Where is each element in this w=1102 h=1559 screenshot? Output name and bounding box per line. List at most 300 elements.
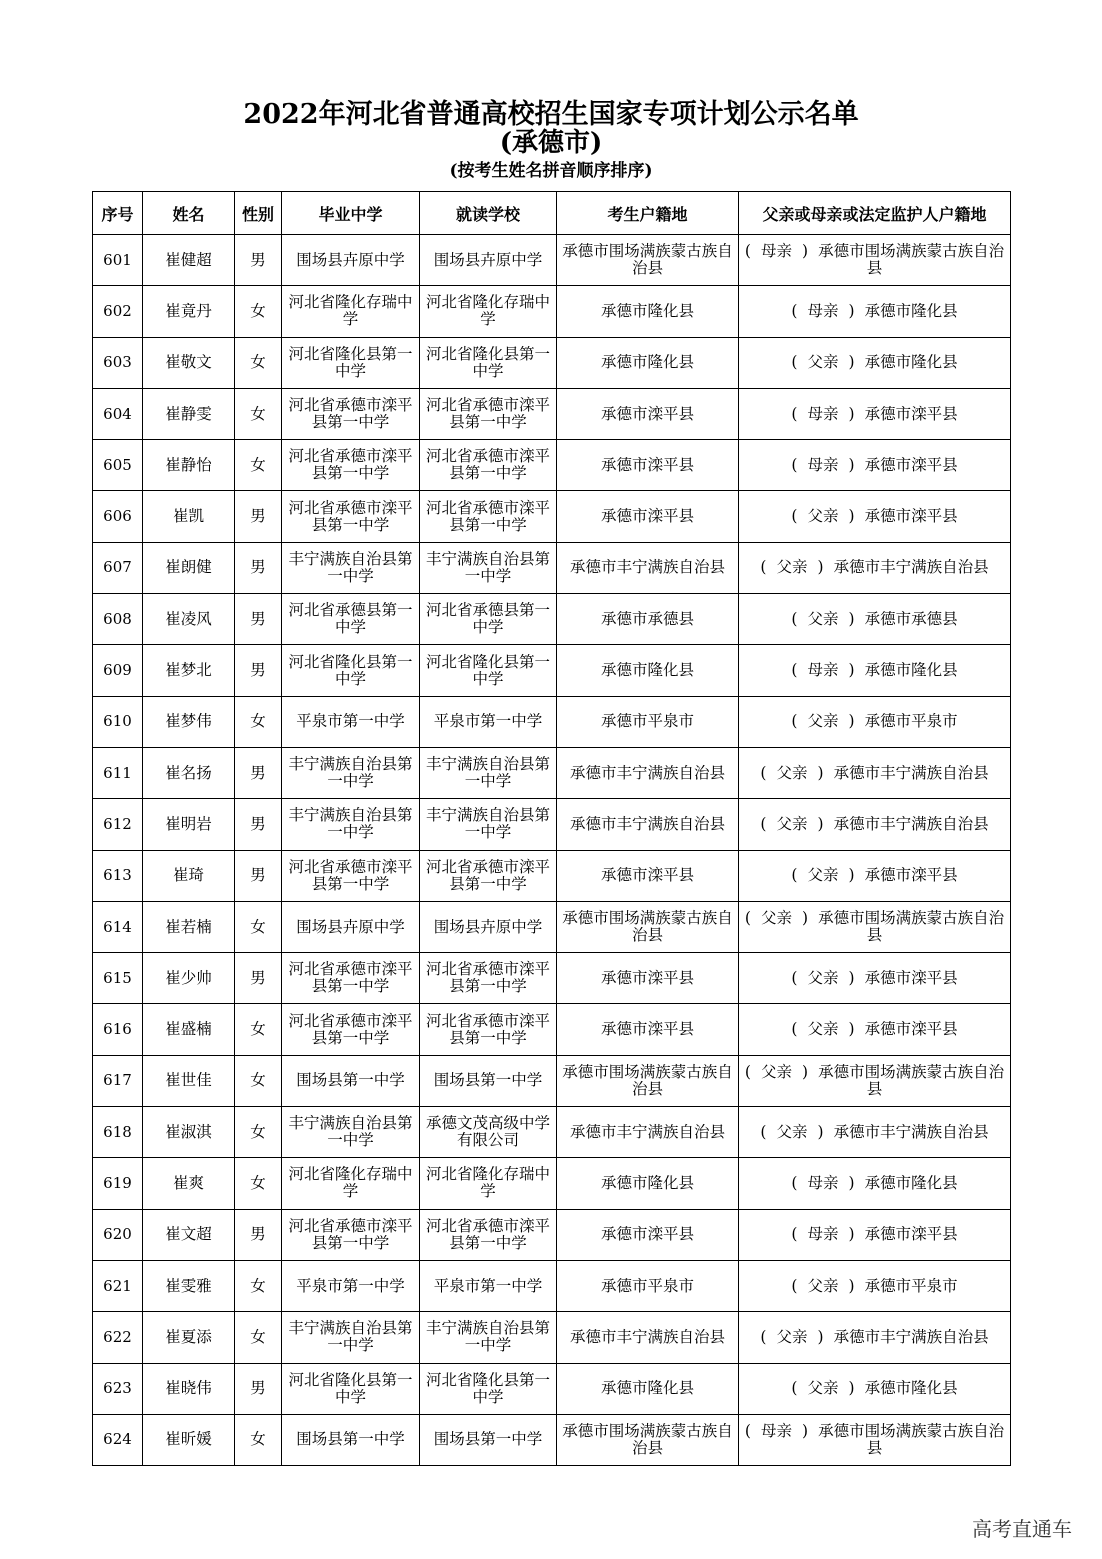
paren-close: ) (848, 1020, 855, 1039)
header-gender: 性别 (235, 192, 282, 235)
table-row (93, 1260, 1011, 1311)
paren-close: ) (802, 242, 809, 261)
parent-relation: 母亲 (807, 455, 839, 474)
cell-seq: 621 (93, 1260, 143, 1311)
table-row (93, 1004, 1011, 1055)
cell-seq: 603 (93, 337, 143, 388)
paren-open: ( (760, 1327, 767, 1346)
cell-current-school: 丰宁满族自治县第一中学 (420, 799, 557, 850)
cell-parent-hukou (739, 1004, 1011, 1055)
parent-hukou-place: 承德市滦平县 (864, 968, 958, 987)
paren-close: ) (848, 507, 855, 526)
candidate-table (92, 191, 1011, 1466)
cell-hukou: 承德市滦平县 (557, 440, 739, 491)
cell-current-school: 河北省隆化县第一中学 (420, 337, 557, 388)
parent-relation: 父亲 (776, 763, 808, 782)
parent-hukou-place: 承德市滦平县 (864, 866, 958, 885)
table-row (93, 645, 1011, 696)
parent-relation: 父亲 (807, 866, 839, 885)
paren-close: ) (848, 455, 855, 474)
paren-open: ( (791, 866, 798, 885)
cell-seq: 608 (93, 594, 143, 645)
table-row (93, 235, 1011, 286)
cell-grad-school: 河北省隆化存瑞中学 (282, 1158, 420, 1209)
cell-gender: 女 (235, 1312, 282, 1363)
parent-hukou-place: 承德市隆化县 (864, 661, 958, 680)
parent-relation: 母亲 (760, 242, 792, 261)
cell-hukou: 承德市丰宁满族自治县 (557, 542, 739, 593)
cell-name: 崔少帅 (143, 953, 235, 1004)
cell-hukou: 承德市丰宁满族自治县 (557, 1107, 739, 1158)
cell-hukou: 承德市隆化县 (557, 1363, 739, 1414)
parent-relation: 父亲 (807, 968, 839, 987)
cell-name: 崔盛楠 (143, 1004, 235, 1055)
table-row (93, 491, 1011, 542)
watermark-text: 高考直通车 (972, 1517, 1072, 1541)
parent-relation: 母亲 (807, 301, 839, 320)
cell-current-school: 河北省承德市滦平县第一中学 (420, 1209, 557, 1260)
paren-open: ( (791, 455, 798, 474)
cell-grad-school: 丰宁满族自治县第一中学 (282, 1107, 420, 1158)
parent-hukou-place: 承德市滦平县 (864, 455, 958, 474)
cell-grad-school: 河北省承德市滦平县第一中学 (282, 953, 420, 1004)
cell-hukou: 承德市隆化县 (557, 645, 739, 696)
cell-hukou: 承德市围场满族蒙古族自治县 (557, 1055, 739, 1106)
cell-gender: 男 (235, 235, 282, 286)
paren-open: ( (791, 661, 798, 680)
cell-parent-hukou (739, 1209, 1011, 1260)
cell-seq: 614 (93, 901, 143, 952)
cell-name: 崔凯 (143, 491, 235, 542)
paren-open: ( (791, 1379, 798, 1398)
header-current-school: 就读学校 (420, 192, 557, 235)
cell-gender: 女 (235, 1004, 282, 1055)
cell-grad-school: 围场县第一中学 (282, 1414, 420, 1465)
cell-grad-school: 丰宁满族自治县第一中学 (282, 542, 420, 593)
parent-hukou-place: 承德市隆化县 (864, 1379, 958, 1398)
cell-gender: 女 (235, 901, 282, 952)
table-row (93, 594, 1011, 645)
cell-seq: 611 (93, 747, 143, 798)
cell-current-school: 河北省隆化存瑞中学 (420, 1158, 557, 1209)
cell-seq: 622 (93, 1312, 143, 1363)
parent-relation: 父亲 (807, 353, 839, 372)
cell-seq: 604 (93, 388, 143, 439)
paren-close: ) (848, 404, 855, 423)
cell-gender: 女 (235, 388, 282, 439)
cell-current-school: 河北省隆化县第一中学 (420, 645, 557, 696)
paren-close: ) (848, 712, 855, 731)
parent-hukou-place: 承德市隆化县 (864, 1173, 958, 1192)
parent-relation: 父亲 (807, 1276, 839, 1295)
paren-open: ( (791, 507, 798, 526)
parent-hukou-place: 承德市平泉市 (864, 1276, 958, 1295)
cell-grad-school: 河北省承德县第一中学 (282, 594, 420, 645)
parent-relation: 父亲 (776, 1122, 808, 1141)
cell-seq: 616 (93, 1004, 143, 1055)
cell-hukou: 承德市丰宁满族自治县 (557, 1312, 739, 1363)
table-header-row (93, 192, 1011, 235)
cell-seq: 610 (93, 696, 143, 747)
cell-parent-hukou (739, 1158, 1011, 1209)
cell-hukou: 承德市滦平县 (557, 388, 739, 439)
cell-grad-school: 平泉市第一中学 (282, 1260, 420, 1311)
cell-current-school: 平泉市第一中学 (420, 696, 557, 747)
parent-hukou-place: 承德市围场满族蒙古族自治县 (818, 242, 1005, 278)
cell-gender: 男 (235, 799, 282, 850)
cell-parent-hukou (739, 1260, 1011, 1311)
cell-grad-school: 河北省承德市滦平县第一中学 (282, 850, 420, 901)
paren-close: ) (802, 1421, 809, 1440)
paren-close: ) (817, 1122, 824, 1141)
cell-name: 崔琦 (143, 850, 235, 901)
cell-hukou: 承德市承德县 (557, 594, 739, 645)
header-parent-hukou: 父亲或母亲或法定监护人户籍地 (739, 192, 1011, 235)
cell-gender: 男 (235, 953, 282, 1004)
parent-hukou-place: 承德市围场满族蒙古族自治县 (818, 1421, 1005, 1457)
cell-parent-hukou (739, 901, 1011, 952)
cell-current-school: 围场县卉原中学 (420, 235, 557, 286)
table-row (93, 901, 1011, 952)
document-title: 2022年河北省普通高校招生国家专项计划公示名单 (243, 99, 859, 130)
cell-name: 崔雯雅 (143, 1260, 235, 1311)
table-row (93, 1209, 1011, 1260)
document-sort-note: (按考生姓名拼音顺序排序) (449, 161, 653, 181)
cell-parent-hukou (739, 337, 1011, 388)
table-row (93, 1055, 1011, 1106)
cell-hukou: 承德市丰宁满族自治县 (557, 799, 739, 850)
cell-gender: 女 (235, 1414, 282, 1465)
paren-close: ) (848, 1225, 855, 1244)
cell-seq: 620 (93, 1209, 143, 1260)
cell-name: 崔静怡 (143, 440, 235, 491)
parent-hukou-place: 承德市滦平县 (864, 507, 958, 526)
cell-grad-school: 河北省承德市滦平县第一中学 (282, 1004, 420, 1055)
cell-hukou: 承德市隆化县 (557, 337, 739, 388)
cell-hukou: 承德市围场满族蒙古族自治县 (557, 235, 739, 286)
cell-name: 崔梦伟 (143, 696, 235, 747)
cell-name: 崔梦北 (143, 645, 235, 696)
cell-parent-hukou (739, 747, 1011, 798)
parent-hukou-place: 承德市滦平县 (864, 1225, 958, 1244)
cell-gender: 女 (235, 1158, 282, 1209)
cell-hukou: 承德市平泉市 (557, 696, 739, 747)
table-row (93, 337, 1011, 388)
paren-close: ) (848, 1173, 855, 1192)
header-grad-school: 毕业中学 (282, 192, 420, 235)
cell-gender: 男 (235, 1363, 282, 1414)
cell-seq: 619 (93, 1158, 143, 1209)
table-row (93, 388, 1011, 439)
parent-relation: 母亲 (807, 1225, 839, 1244)
cell-current-school: 丰宁满族自治县第一中学 (420, 747, 557, 798)
header-name: 姓名 (143, 192, 235, 235)
table-row (93, 286, 1011, 337)
cell-hukou: 承德市丰宁满族自治县 (557, 747, 739, 798)
cell-parent-hukou (739, 542, 1011, 593)
cell-seq: 605 (93, 440, 143, 491)
parent-relation: 父亲 (776, 814, 808, 833)
paren-open: ( (744, 242, 751, 261)
parent-relation: 父亲 (807, 1379, 839, 1398)
cell-parent-hukou (739, 1414, 1011, 1465)
paren-open: ( (744, 1421, 751, 1440)
table-row (93, 850, 1011, 901)
cell-current-school: 河北省隆化县第一中学 (420, 1363, 557, 1414)
paren-close: ) (817, 814, 824, 833)
parent-hukou-place: 承德市滦平县 (864, 1020, 958, 1039)
cell-hukou: 承德市滦平县 (557, 1209, 739, 1260)
table-row (93, 440, 1011, 491)
cell-gender: 男 (235, 747, 282, 798)
cell-hukou: 承德市隆化县 (557, 1158, 739, 1209)
cell-parent-hukou (739, 440, 1011, 491)
cell-grad-school: 河北省承德市滦平县第一中学 (282, 388, 420, 439)
cell-gender: 女 (235, 1107, 282, 1158)
cell-current-school: 围场县第一中学 (420, 1414, 557, 1465)
cell-name: 崔敬文 (143, 337, 235, 388)
cell-grad-school: 围场县第一中学 (282, 1055, 420, 1106)
parent-relation: 母亲 (760, 1421, 792, 1440)
parent-hukou-place: 承德市丰宁满族自治县 (833, 1122, 989, 1141)
cell-name: 崔若楠 (143, 901, 235, 952)
paren-open: ( (791, 353, 798, 372)
parent-hukou-place: 承德市平泉市 (864, 712, 958, 731)
paren-open: ( (760, 763, 767, 782)
cell-gender: 女 (235, 337, 282, 388)
cell-current-school: 河北省承德市滦平县第一中学 (420, 491, 557, 542)
cell-parent-hukou (739, 1055, 1011, 1106)
cell-current-school: 河北省隆化存瑞中学 (420, 286, 557, 337)
cell-name: 崔明岩 (143, 799, 235, 850)
parent-hukou-place: 承德市丰宁满族自治县 (833, 1327, 989, 1346)
paren-close: ) (817, 763, 824, 782)
parent-hukou-place: 承德市围场满族蒙古族自治县 (818, 909, 1005, 944)
cell-seq: 617 (93, 1055, 143, 1106)
parent-hukou-place: 承德市隆化县 (864, 301, 958, 320)
cell-current-school: 丰宁满族自治县第一中学 (420, 542, 557, 593)
cell-hukou: 承德市平泉市 (557, 1260, 739, 1311)
cell-gender: 女 (235, 1055, 282, 1106)
cell-gender: 男 (235, 850, 282, 901)
table-row (93, 1312, 1011, 1363)
table-row (93, 542, 1011, 593)
paren-close: ) (848, 866, 855, 885)
cell-hukou: 承德市滦平县 (557, 1004, 739, 1055)
parent-relation: 父亲 (776, 1327, 808, 1346)
cell-seq: 615 (93, 953, 143, 1004)
cell-grad-school: 河北省承德市滦平县第一中学 (282, 491, 420, 542)
cell-name: 崔昕媛 (143, 1414, 235, 1465)
paren-close: ) (817, 558, 824, 577)
parent-relation: 父亲 (807, 609, 839, 628)
cell-grad-school: 河北省承德市滦平县第一中学 (282, 440, 420, 491)
paren-open: ( (791, 404, 798, 423)
cell-gender: 男 (235, 594, 282, 645)
paren-open: ( (744, 1062, 751, 1081)
table-row (93, 747, 1011, 798)
parent-relation: 母亲 (807, 404, 839, 423)
cell-name: 崔竟丹 (143, 286, 235, 337)
paren-open: ( (760, 814, 767, 833)
cell-current-school: 河北省承德县第一中学 (420, 594, 557, 645)
cell-hukou: 承德市围场满族蒙古族自治县 (557, 1414, 739, 1465)
cell-grad-school: 丰宁满族自治县第一中学 (282, 799, 420, 850)
parent-relation: 父亲 (760, 909, 792, 927)
cell-gender: 女 (235, 286, 282, 337)
cell-seq: 618 (93, 1107, 143, 1158)
cell-parent-hukou (739, 645, 1011, 696)
parent-relation: 父亲 (807, 507, 839, 526)
cell-current-school: 承德文茂高级中学有限公司 (420, 1107, 557, 1158)
paren-open: ( (760, 1122, 767, 1141)
cell-parent-hukou (739, 953, 1011, 1004)
cell-seq: 623 (93, 1363, 143, 1414)
paren-open: ( (791, 1276, 798, 1295)
cell-grad-school: 丰宁满族自治县第一中学 (282, 747, 420, 798)
cell-parent-hukou (739, 850, 1011, 901)
cell-current-school: 河北省承德市滦平县第一中学 (420, 388, 557, 439)
cell-current-school: 河北省承德市滦平县第一中学 (420, 953, 557, 1004)
cell-parent-hukou (739, 1363, 1011, 1414)
cell-parent-hukou (739, 799, 1011, 850)
parent-hukou-place: 承德市围场满族蒙古族自治县 (818, 1062, 1005, 1098)
parent-hukou-place: 承德市丰宁满族自治县 (833, 763, 989, 782)
cell-name: 崔健超 (143, 235, 235, 286)
cell-name: 崔名扬 (143, 747, 235, 798)
parent-relation: 母亲 (807, 661, 839, 680)
cell-grad-school: 河北省隆化县第一中学 (282, 645, 420, 696)
table-row (93, 1414, 1011, 1465)
paren-close: ) (817, 1327, 824, 1346)
cell-name: 崔凌风 (143, 594, 235, 645)
cell-parent-hukou (739, 286, 1011, 337)
cell-gender: 男 (235, 1209, 282, 1260)
cell-seq: 609 (93, 645, 143, 696)
paren-close: ) (848, 1276, 855, 1295)
cell-grad-school: 平泉市第一中学 (282, 696, 420, 747)
cell-current-school: 丰宁满族自治县第一中学 (420, 1312, 557, 1363)
cell-grad-school: 围场县卉原中学 (282, 235, 420, 286)
cell-current-school: 平泉市第一中学 (420, 1260, 557, 1311)
parent-relation: 母亲 (807, 1173, 839, 1192)
parent-relation: 父亲 (776, 558, 808, 577)
cell-gender: 女 (235, 696, 282, 747)
cell-seq: 624 (93, 1414, 143, 1465)
paren-close: ) (848, 301, 855, 320)
cell-parent-hukou (739, 388, 1011, 439)
parent-hukou-place: 承德市丰宁满族自治县 (833, 558, 989, 577)
cell-name: 崔静雯 (143, 388, 235, 439)
table-row (93, 696, 1011, 747)
cell-hukou: 承德市围场满族蒙古族自治县 (557, 901, 739, 952)
cell-grad-school: 河北省承德市滦平县第一中学 (282, 1209, 420, 1260)
cell-seq: 601 (93, 235, 143, 286)
cell-name: 崔朗健 (143, 542, 235, 593)
cell-seq: 612 (93, 799, 143, 850)
parent-hukou-place: 承德市隆化县 (864, 353, 958, 372)
cell-name: 崔世佳 (143, 1055, 235, 1106)
paren-close: ) (848, 1379, 855, 1398)
paren-open: ( (791, 1225, 798, 1244)
cell-parent-hukou (739, 1312, 1011, 1363)
cell-name: 崔文超 (143, 1209, 235, 1260)
cell-parent-hukou (739, 594, 1011, 645)
paren-open: ( (791, 712, 798, 731)
cell-current-school: 河北省承德市滦平县第一中学 (420, 850, 557, 901)
cell-grad-school: 河北省隆化存瑞中学 (282, 286, 420, 337)
cell-name: 崔淑淇 (143, 1107, 235, 1158)
cell-name: 崔夏添 (143, 1312, 235, 1363)
paren-open: ( (791, 301, 798, 320)
cell-current-school: 河北省承德市滦平县第一中学 (420, 440, 557, 491)
parent-hukou-place: 承德市丰宁满族自治县 (833, 814, 989, 833)
cell-gender: 女 (235, 1260, 282, 1311)
cell-seq: 606 (93, 491, 143, 542)
table-row (93, 1363, 1011, 1414)
table-row (93, 1107, 1011, 1158)
parent-relation: 父亲 (807, 1020, 839, 1039)
paren-open: ( (791, 1020, 798, 1039)
cell-hukou: 承德市滦平县 (557, 953, 739, 1004)
paren-open: ( (744, 909, 751, 927)
paren-close: ) (848, 968, 855, 987)
cell-grad-school: 河北省隆化县第一中学 (282, 1363, 420, 1414)
table-row (93, 799, 1011, 850)
table-row (93, 1158, 1011, 1209)
cell-name: 崔爽 (143, 1158, 235, 1209)
paren-open: ( (791, 609, 798, 628)
cell-name: 崔晓伟 (143, 1363, 235, 1414)
paren-open: ( (791, 1173, 798, 1192)
cell-seq: 613 (93, 850, 143, 901)
cell-seq: 602 (93, 286, 143, 337)
parent-relation: 父亲 (807, 712, 839, 731)
paren-close: ) (802, 909, 809, 927)
document-subtitle-city: (承德市) (499, 128, 603, 158)
table-row (93, 953, 1011, 1004)
cell-gender: 男 (235, 542, 282, 593)
cell-current-school: 围场县第一中学 (420, 1055, 557, 1106)
parent-hukou-place: 承德市滦平县 (864, 404, 958, 423)
paren-close: ) (802, 1062, 809, 1081)
cell-parent-hukou (739, 696, 1011, 747)
cell-parent-hukou (739, 491, 1011, 542)
cell-hukou: 承德市滦平县 (557, 850, 739, 901)
cell-gender: 女 (235, 440, 282, 491)
paren-open: ( (791, 968, 798, 987)
paren-open: ( (760, 558, 767, 577)
cell-gender: 男 (235, 645, 282, 696)
cell-current-school: 围场县卉原中学 (420, 901, 557, 952)
cell-grad-school: 围场县卉原中学 (282, 901, 420, 952)
parent-relation: 父亲 (760, 1062, 792, 1081)
parent-hukou-place: 承德市承德县 (864, 609, 958, 628)
cell-seq: 607 (93, 542, 143, 593)
cell-parent-hukou (739, 235, 1011, 286)
header-seq: 序号 (93, 192, 143, 235)
paren-close: ) (848, 661, 855, 680)
cell-parent-hukou (739, 1107, 1011, 1158)
cell-hukou: 承德市隆化县 (557, 286, 739, 337)
header-hukou: 考生户籍地 (557, 192, 739, 235)
cell-current-school: 河北省承德市滦平县第一中学 (420, 1004, 557, 1055)
paren-close: ) (848, 609, 855, 628)
cell-hukou: 承德市滦平县 (557, 491, 739, 542)
cell-gender: 男 (235, 491, 282, 542)
cell-grad-school: 河北省隆化县第一中学 (282, 337, 420, 388)
cell-grad-school: 丰宁满族自治县第一中学 (282, 1312, 420, 1363)
